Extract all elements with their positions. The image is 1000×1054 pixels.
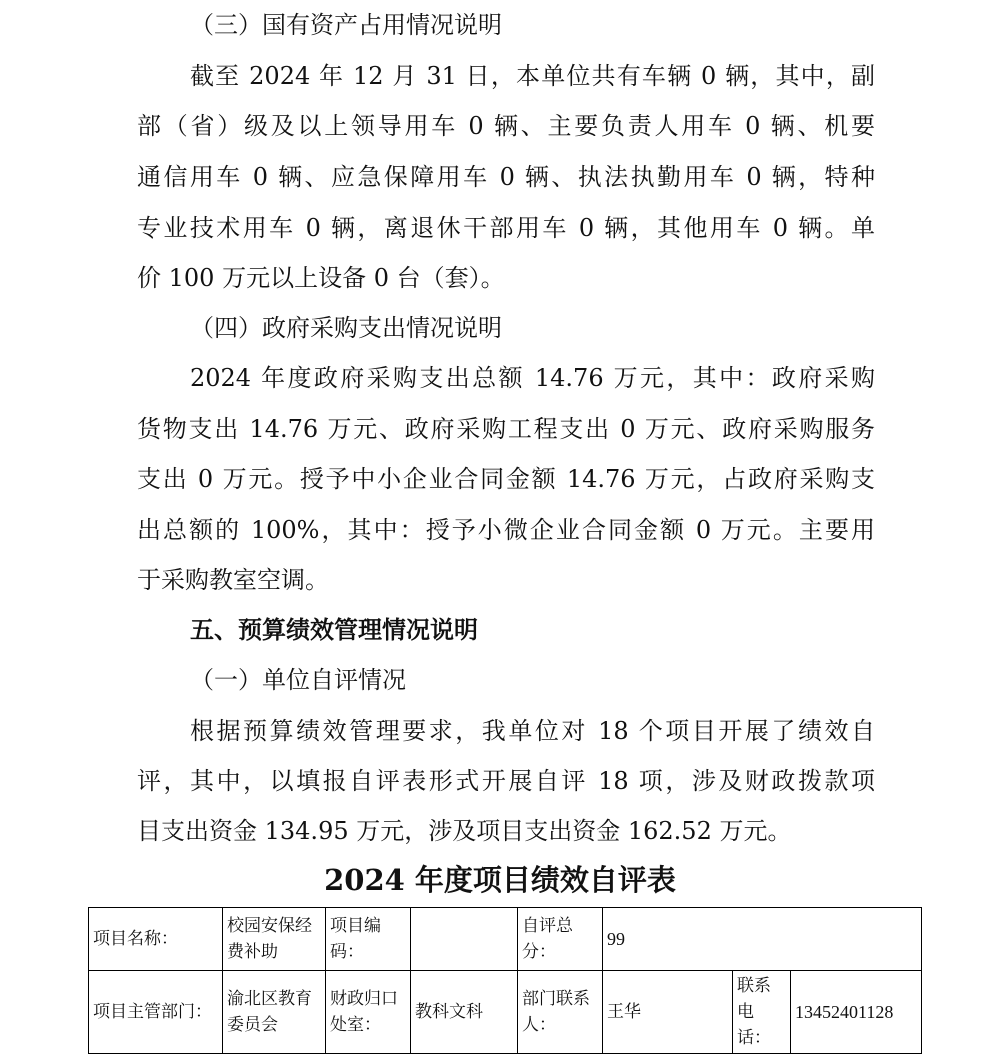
paragraph-line: 专业技术用车 0 辆，离退休干部用车 0 辆，其他用车 0 辆。单 <box>137 214 875 242</box>
self-evaluation-table <box>88 907 922 1054</box>
value-cell: 渝北区教育委员会 <box>223 971 326 1054</box>
value-cell: 13452401128 <box>791 971 922 1054</box>
paragraph-line: 通信用车 0 辆、应急保障用车 0 辆、执法执勤用车 0 辆，特种 <box>137 163 875 191</box>
label-cell: 部门联系人： <box>518 971 603 1054</box>
section-heading: （四）政府采购支出情况说明 <box>190 314 502 342</box>
paragraph-line: 货物支出 14.76 万元、政府采购工程支出 0 万元、政府采购服务 <box>137 415 875 443</box>
paragraph-line: 于采购教室空调。 <box>137 566 329 594</box>
label-cell: 项目名称： <box>89 908 223 971</box>
value-cell: 校园安保经费补助 <box>223 908 326 971</box>
paragraph-line: 部（省）级及以上领导用车 0 辆、主要负责人用车 0 辆、机要 <box>137 112 875 140</box>
section-heading: （一）单位自评情况 <box>190 666 406 694</box>
table-row <box>89 971 922 1054</box>
label-cell: 项目编码： <box>326 908 411 971</box>
paragraph-line: 评，其中，以填报自评表形式开展自评 18 项，涉及财政拨款项 <box>137 767 875 795</box>
value-cell: 王华 <box>603 971 733 1054</box>
paragraph-line: 2024 年度政府采购支出总额 14.76 万元，其中：政府采购 <box>190 364 875 392</box>
label-cell: 项目主管部门： <box>89 971 223 1054</box>
paragraph-line: 目支出资金 134.95 万元，涉及项目支出资金 162.52 万元。 <box>137 817 792 845</box>
table-row <box>89 908 922 971</box>
value-cell: 99 <box>603 908 922 971</box>
label-cell: 联系电话： <box>733 971 791 1054</box>
paragraph-line: 根据预算绩效管理要求，我单位对 18 个项目开展了绩效自 <box>190 717 875 745</box>
section-heading: （三）国有资产占用情况说明 <box>190 11 502 39</box>
label-cell: 自评总分： <box>518 908 603 971</box>
section-heading: 五、预算绩效管理情况说明 <box>190 616 478 644</box>
value-cell: 教科文科 <box>411 971 518 1054</box>
label-cell: 财政归口处室： <box>326 971 411 1054</box>
paragraph-line: 支出 0 万元。授予中小企业合同金额 14.76 万元，占政府采购支 <box>137 465 875 493</box>
paragraph-line: 截至 2024 年 12 月 31 日，本单位共有车辆 0 辆，其中，副 <box>190 62 875 90</box>
paragraph-line: 价 100 万元以上设备 0 台（套）。 <box>137 264 505 292</box>
table-title: 2024 年度项目绩效自评表 <box>324 863 676 897</box>
value-cell <box>411 908 518 971</box>
paragraph-line: 出总额的 100%，其中：授予小微企业合同金额 0 万元。主要用 <box>137 516 875 544</box>
